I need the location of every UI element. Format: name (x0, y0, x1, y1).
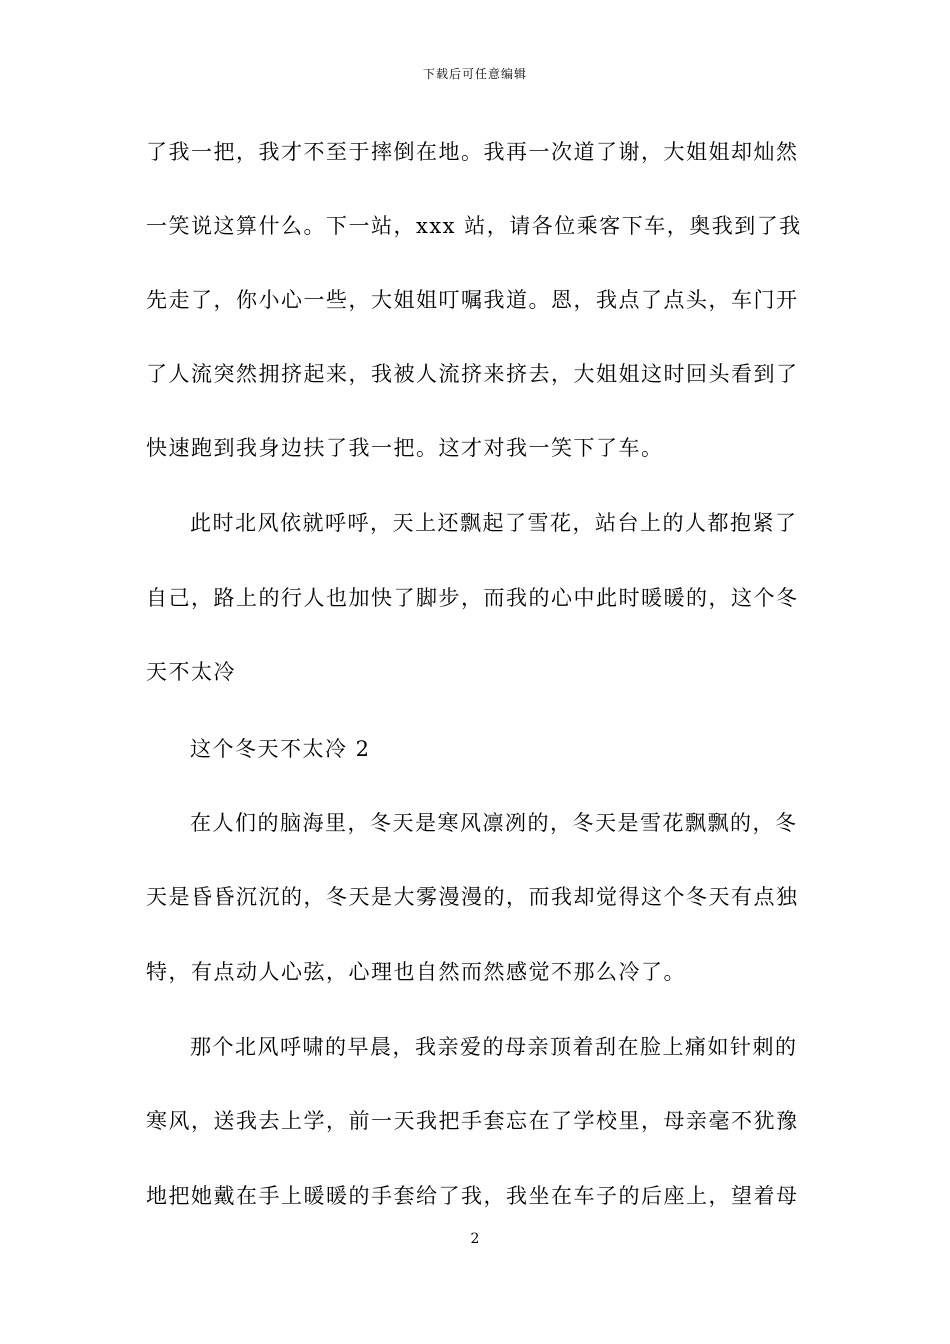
section-heading: 这个冬天不太冷 2 (190, 737, 371, 761)
paragraph-line: 此时北风依就呼呼，天上还飘起了雪花，站台上的人都抱紧了 (190, 511, 798, 535)
paragraph-line: 寒风，送我去上学，前一天我把手套忘在了学校里，母亲毫不犹豫 (146, 1109, 799, 1133)
page-number: 2 (470, 1231, 480, 1247)
paragraph-line: 天不太冷 (146, 660, 236, 684)
paragraph-line: 那个北风呼啸的早晨，我亲爱的母亲顶着刮在脸上痛如针刺的 (190, 1035, 798, 1059)
paragraph-line: 快速跑到我身边扶了我一把。这才对我一笑下了车。 (146, 436, 664, 460)
paragraph-line: 特，有点动人心弦，心理也自然而然感觉不那么冷了。 (146, 960, 686, 984)
paragraph-line: 先走了，你小心一些，大姐姐叮嘱我道。恩，我点了点头，车门开 (146, 288, 799, 312)
paragraph-line: 自己，路上的行人也加快了脚步，而我的心中此时暖暖的，这个冬 (146, 586, 799, 610)
paragraph-line: 天是昏昏沉沉的，冬天是大雾漫漫的，而我却觉得这个冬天有点独 (146, 885, 799, 909)
paragraph-line: 了我一把，我才不至于摔倒在地。我再一次道了谢，大姐姐却灿然 (146, 140, 799, 164)
page-header: 下载后可任意编辑 (422, 67, 527, 81)
paragraph-line: 一笑说这算什么。下一站，xxx 站，请各位乘客下车，奥我到了我 (146, 214, 802, 238)
paragraph-line: 地把她戴在手上暖暖的手套给了我，我坐在车子的后座上，望着母 (146, 1184, 799, 1208)
paragraph-line: 了人流突然拥挤起来，我被人流挤来挤去，大姐姐这时回头看到了 (146, 362, 799, 386)
paragraph-line: 在人们的脑海里，冬天是寒风凛冽的，冬天是雪花飘飘的，冬 (190, 811, 798, 835)
